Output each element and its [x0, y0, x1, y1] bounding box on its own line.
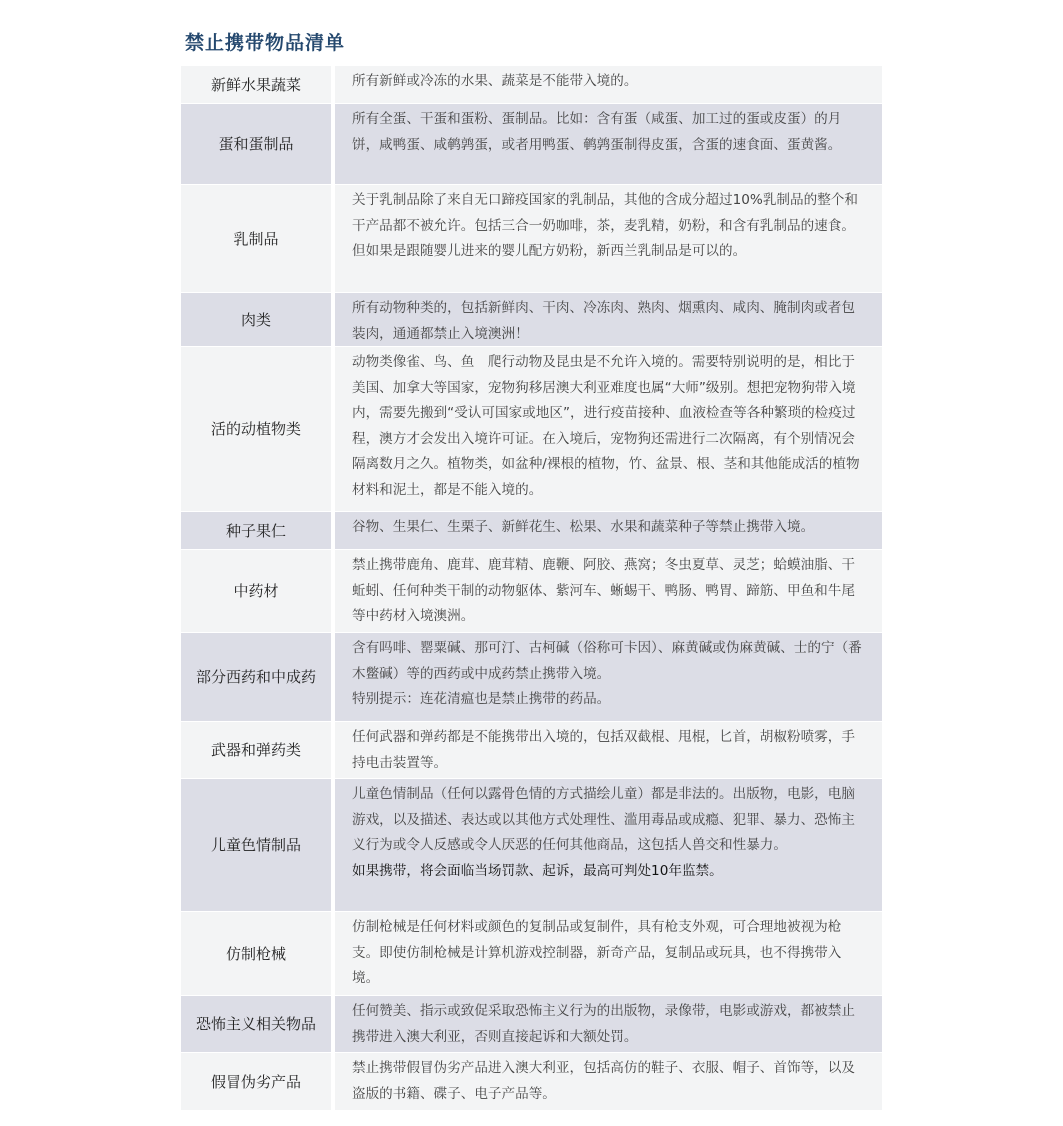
special-note-text: 特别提示：连花清瘟也是禁止携带的药品。 [352, 691, 611, 707]
category-label: 乳制品 [233, 229, 279, 248]
description-cell [335, 512, 882, 549]
category-label: 武器和弹药类 [210, 741, 301, 759]
description-text: 动物类像雀、鸟、鱼 爬行动物及昆虫是不允许入境的。需要特别说明的是，相比于美国、加拿大等国家，宠物狗移居澳大利亚难度也属“大师”级别。想把宠物狗带入境内，需要先搬到“受认可国家或地区”，进行疫苗接种、血液检查等各种繁琐的检疫过程，澳方才会发出入境许可证。在入境后，宠物狗还需进行二次隔离，有个别情况会隔离数月之久。植物类，如盆种/裸根的植物，竹、盆景、根、茎和其他能成活的植物材料和泥土，都是不能入境的。 [352, 354, 860, 498]
description-cell [335, 996, 882, 1052]
category-label: 部分西药和中成药 [195, 668, 316, 686]
description-text: 所有动物种类的，包括新鲜肉、干肉、冷冻肉、熟肉、烟熏肉、咸肉、腌制肉或者包装肉，通通都禁止入境澳洲！ [352, 300, 855, 342]
table-row [181, 184, 882, 292]
category-label: 活的动植物类 [210, 420, 301, 438]
table-row [181, 511, 882, 549]
penalty-note-text: 如果携带，将会面临当场罚款、起诉，最高可判处10年监禁。 [352, 862, 723, 879]
description-cell [335, 185, 882, 292]
description-cell [335, 104, 882, 184]
table-row [181, 632, 882, 721]
page-title: 禁止携带物品清单 [185, 32, 346, 54]
description-cell [335, 722, 882, 778]
prohibited-items-table [181, 66, 882, 1110]
description-cell [335, 912, 882, 995]
table-row [181, 721, 882, 778]
description-cell [335, 633, 882, 721]
description-cell [335, 66, 882, 103]
category-label: 新鲜水果蔬菜 [210, 75, 301, 94]
category-label: 假冒伪劣产品 [210, 1072, 301, 1091]
table-row [181, 995, 882, 1052]
category-label: 恐怖主义相关物品 [195, 1015, 316, 1033]
description-text: 儿童色情制品（任何以露骨色情的方式描绘儿童）都是非法的。出版物，电影，电脑游戏，以及描述、表达或以其他方式处理性、滥用毒品或成瘾、犯罪、暴力、恐怖主义行为或令人反感或令人厌恶的任何其他商品，这包括人兽交和性暴力。 [352, 786, 855, 853]
description-cell [335, 293, 882, 346]
description-cell [335, 779, 882, 911]
description-cell [335, 1053, 882, 1110]
table-row [181, 346, 882, 511]
description-text: 禁止携带假冒伪劣产品进入澳大利亚，包括高仿的鞋子、衣服、帽子、首饰等，以及盗版的书籍、碟子、电子产品等。 [352, 1060, 855, 1102]
description-text: 关于乳制品除了来自无口蹄疫国家的乳制品，其他的含成分超过10%乳制品的整个和干产品都不被允许。包括三合一奶咖啡，茶，麦乳精，奶粉，和含有乳制品的速食。但如果是跟随婴儿进来的婴儿配方奶粉，新西兰乳制品是可以的。 [352, 192, 858, 259]
description-text: 谷物、生果仁、生栗子、新鲜花生、松果、水果和蔬菜种子等禁止携带入境。 [352, 519, 815, 535]
table-row [181, 103, 882, 184]
description-text: 禁止携带鹿角、鹿茸、鹿茸精、鹿鞭、阿胶、燕窝；冬虫夏草、灵芝；蛤蟆油脂、干蚯蚓、任何种类干制的动物躯体、紫河车、蜥蜴干、鸭肠、鸭胃、蹄筋、甲鱼和牛尾等中药材入境澳洲。 [352, 557, 855, 624]
description-text: 任何武器和弹药都是不能携带出入境的，包括双截棍、甩棍，匕首，胡椒粉喷雾，手持电击装置等。 [352, 729, 855, 771]
description-text: 仿制枪械是任何材料或颜色的复制品或复制件，具有枪支外观，可合理地被视为枪支。即使仿制枪械是计算机游戏控制器，新奇产品，复制品或玩具，也不得携带入境。 [352, 919, 842, 986]
description-text: 所有新鲜或冷冻的水果、蔬菜是不能带入境的。 [352, 73, 638, 89]
category-label: 种子果仁 [225, 521, 286, 540]
category-label: 仿制枪械 [225, 944, 286, 963]
description-text: 含有吗啡、罂粟碱、那可汀、古柯碱（俗称可卡因）、麻黄碱或伪麻黄碱、士的宁（番木鳖碱）等的西药或中成药禁止携带入境。 [352, 640, 862, 682]
description-cell [335, 550, 882, 632]
table-row [181, 911, 882, 995]
category-label: 肉类 [240, 310, 271, 329]
category-label: 中药材 [233, 582, 279, 600]
description-text: 所有全蛋、干蛋和蛋粉、蛋制品。比如：含有蛋（咸蛋、加工过的蛋或皮蛋）的月饼，咸鸭蛋、咸鹌鹑蛋，或者用鸭蛋、鹌鹑蛋制得皮蛋，含蛋的速食面、蛋黄酱。 [352, 111, 842, 153]
table-row [181, 292, 882, 346]
category-label: 儿童色情制品 [210, 836, 301, 854]
table-row [181, 1052, 882, 1110]
table-row [181, 66, 882, 103]
category-label: 蛋和蛋制品 [218, 135, 294, 153]
table-row [181, 778, 882, 911]
description-cell [335, 347, 882, 511]
description-text: 任何赞美、指示或致促采取恐怖主义行为的出版物，录像带，电影或游戏，都被禁止携带进入澳大利亚，否则直接起诉和大额处罚。 [352, 1003, 855, 1045]
table-row [181, 549, 882, 632]
